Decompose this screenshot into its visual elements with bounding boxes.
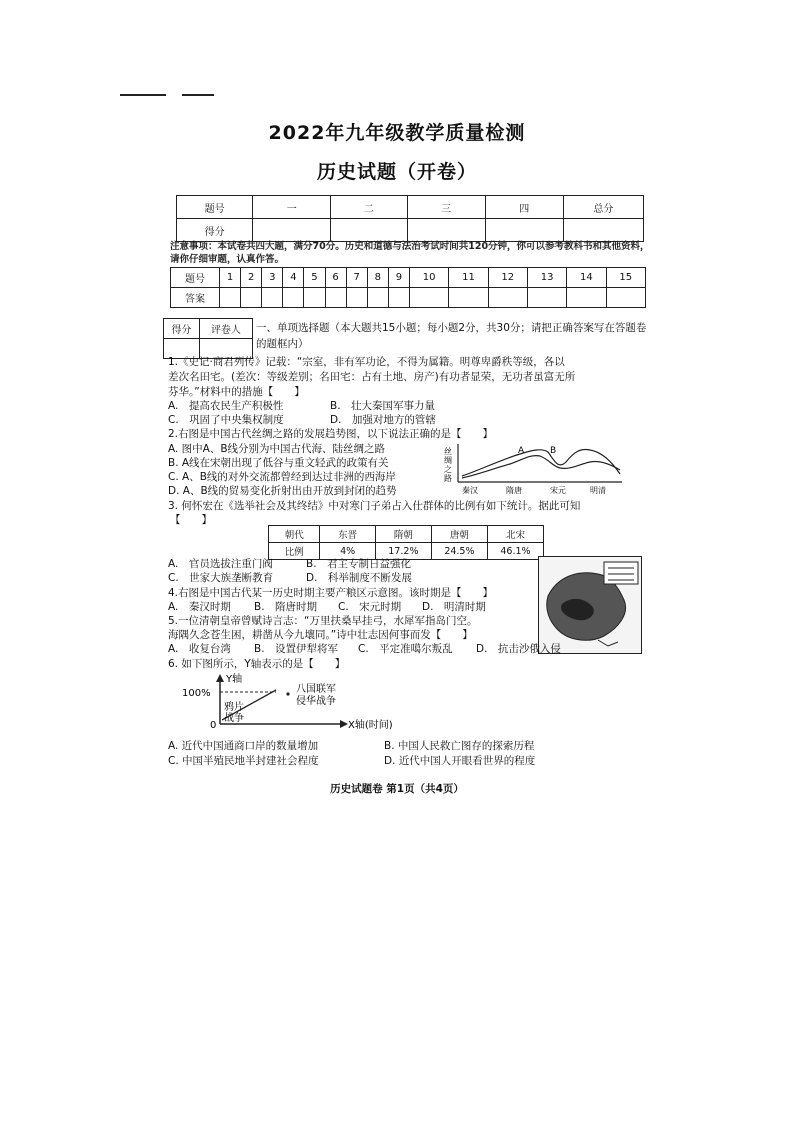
q5-option-b: B. 设置伊犁将军	[254, 643, 339, 655]
answer-number-cell: 13	[527, 268, 566, 288]
q3-option-c: C. 世家大族垄断教育	[168, 572, 274, 584]
q5-option-d: D. 抗击沙俄入侵	[476, 643, 561, 655]
q4-option-c: C. 宋元时期	[338, 601, 402, 613]
q3-table-cell: 46.1%	[487, 543, 543, 560]
chart-x-tick: 宋元	[550, 486, 566, 495]
q4-option-a: A. 秦汉时期	[168, 601, 231, 613]
q5-stem: 海隅久念苍生困，耕凿从今九壤同。”诗中壮志因何事而发【 】	[168, 629, 473, 641]
section-heading: 一、单项选择题（本大题共15小题；每小题2分，共30分；请把正确答案写在答题卷的题框内）	[256, 322, 647, 350]
q1-stem: 差次名田宅。(差次：等级差别；名田宅：占有土地、房产)有功者显荣，无功者虽富无所	[168, 371, 576, 383]
q6-option-d: D. 近代中国人开眼看世界的程度	[384, 755, 536, 767]
q6-y-tick: 100%	[182, 688, 211, 699]
answer-cell[interactable]	[488, 288, 527, 308]
answer-cell[interactable]	[409, 288, 448, 308]
answer-cell[interactable]	[304, 288, 325, 308]
answer-number-cell: 14	[567, 268, 606, 288]
answer-table-label: 题号	[171, 268, 220, 288]
page-footer: 历史试题卷 第1页（共4页）	[330, 783, 464, 795]
q3-stat-table	[268, 525, 544, 560]
chart-x-tick: 明清	[590, 486, 606, 495]
score-row-label: 得分	[177, 219, 253, 242]
answer-number-cell: 8	[367, 268, 388, 288]
answer-cell[interactable]	[283, 288, 304, 308]
chart-x-tick: 隋唐	[506, 486, 522, 495]
answer-number-cell: 11	[449, 268, 488, 288]
q6-origin: 0	[210, 720, 217, 731]
q6-end-label: 八国联军侵华战争	[296, 684, 336, 707]
q3-stem-bracket: 【 】	[170, 514, 212, 526]
q3-table-head: 朝代	[269, 526, 320, 543]
q2-option-a: A. 图中A、B线分别为中国古代海、陆丝绸之路	[168, 443, 386, 455]
q2-option-d: D. A、B线的贸易变化折射出由开放到封闭的趋势	[168, 485, 397, 497]
score-table-header: 总分	[563, 196, 643, 219]
grain-region-map	[538, 556, 642, 654]
q5-option-a: A. 收复台湾	[168, 643, 231, 655]
q4-stem: 4.右图是中国古代某一历史时期主要产粮区示意图。该时期是【 】	[168, 587, 494, 599]
q3-stem: 3. 何怀宏在《选举社会及其终结》中对寒门子弟占入仕群体的比例有如下统计。据此可知	[168, 500, 581, 512]
answer-table-label: 答案	[171, 288, 220, 308]
answer-number-cell: 4	[283, 268, 304, 288]
answer-cell[interactable]	[220, 288, 241, 308]
score-cell[interactable]	[485, 219, 563, 242]
top-rule-mark	[182, 94, 214, 96]
q1-stem: 芬华。”材料中的措施【 】	[168, 386, 305, 398]
q3-option-d: D. 科举制度不断发展	[306, 572, 412, 584]
answer-number-cell: 6	[325, 268, 346, 288]
answer-cell[interactable]	[241, 288, 262, 308]
answer-number-cell: 5	[304, 268, 325, 288]
top-rule-mark	[120, 94, 166, 96]
q6-axis-diagram	[180, 672, 450, 734]
answer-cell[interactable]	[606, 288, 645, 308]
answer-cell[interactable]	[527, 288, 566, 308]
chart-x-tick: 秦汉	[462, 486, 478, 495]
q5-stem: 5.一位清朝皇帝曾赋诗言志：“万里扶桑早挂弓，水犀军指岛门空。	[168, 615, 478, 627]
map-legend	[604, 562, 638, 584]
q1-stem: 1.《史记·商君列传》记载：“宗室，非有军功论，不得为属籍。明尊卑爵秩等级，各以	[168, 356, 565, 368]
q4-option-d: D. 明清时期	[422, 601, 486, 613]
answer-number-cell: 15	[606, 268, 645, 288]
answer-table	[170, 267, 646, 308]
chart-y-label: 丝绸之路	[444, 447, 452, 483]
grader-box	[163, 318, 253, 359]
answer-cell[interactable]	[262, 288, 283, 308]
q6-option-c: C. 中国半殖民地半封建社会程度	[168, 755, 319, 767]
q4-option-b: B. 隋唐时期	[254, 601, 318, 613]
answer-number-cell: 9	[388, 268, 409, 288]
answer-number-cell: 1	[220, 268, 241, 288]
grader-reviewer-label: 评卷人	[199, 319, 252, 339]
answer-cell[interactable]	[346, 288, 367, 308]
score-table-header: 题号	[177, 196, 253, 219]
q6-marker	[286, 692, 289, 695]
answer-cell[interactable]	[367, 288, 388, 308]
series-b-label: B	[550, 446, 557, 456]
score-table	[176, 195, 644, 242]
score-cell[interactable]	[407, 219, 485, 242]
q3-option-b: B. 君主专制日益强化	[306, 558, 412, 570]
answer-number-cell: 2	[241, 268, 262, 288]
answer-cell[interactable]	[567, 288, 606, 308]
answer-cell[interactable]	[449, 288, 488, 308]
score-cell[interactable]	[331, 219, 407, 242]
answer-number-cell: 10	[409, 268, 448, 288]
q3-table-cell: 4%	[320, 543, 375, 560]
q6-option-a: A. 近代中国通商口岸的数量增加	[168, 740, 319, 752]
score-cell[interactable]	[253, 219, 331, 242]
q2-option-b: B. A线在宋朝出现了低谷与重文轻武的政策有关	[168, 457, 389, 469]
q1-option-d: D. 加强对地方的管辖	[330, 414, 436, 426]
score-table-header: 三	[407, 196, 485, 219]
q6-option-b: B. 中国人民救亡图存的探索历程	[384, 740, 535, 752]
q1-option-a: A. 提高农民生产积极性	[168, 400, 284, 412]
q3-table-head: 隋朝	[375, 526, 431, 543]
answer-number-cell: 3	[262, 268, 283, 288]
q6-y-axis-label: Y轴	[226, 674, 243, 685]
q5-option-c: C. 平定准噶尔叛乱	[358, 643, 453, 655]
q2-stem: 2.右图是中国古代丝绸之路的发展趋势图，以下说法正确的是【 】	[168, 428, 494, 440]
q3-table-head: 北宋	[487, 526, 543, 543]
q3-table-head: 唐朝	[431, 526, 487, 543]
answer-cell[interactable]	[388, 288, 409, 308]
q3-option-a: A. 官员选拔注重门阀	[168, 558, 273, 570]
notice-text: 注意事项：本试卷共四大题，满分70分。历史和道德与法治考试时间共120分钟，你可以参考教科书和其他资料，请你仔细审题，认真作答。	[170, 241, 650, 265]
q6-x-arrow	[340, 720, 348, 728]
q2-option-c: C. A、B线的对外交流都曾经到达过非洲的西海岸	[168, 471, 396, 483]
score-table-header: 一	[253, 196, 331, 219]
q6-stem: 6. 如下图所示，Y轴表示的是【 】	[168, 658, 346, 670]
q1-option-c: C. 巩固了中央集权制度	[168, 414, 284, 426]
grader-score-label: 得分	[164, 319, 200, 339]
q1-option-b: B. 壮大秦国军事力量	[330, 400, 436, 412]
q3-table-cell: 17.2%	[375, 543, 431, 560]
exam-subtitle: 历史试题（开卷）	[316, 161, 477, 183]
q6-start-label: 鸦片战争	[224, 702, 244, 724]
exam-title: 2022年九年级教学质量检测	[268, 122, 526, 144]
score-cell[interactable]	[563, 219, 643, 242]
q3-table-cell: 24.5%	[431, 543, 487, 560]
q6-x-axis-label: X轴(时间)	[348, 720, 393, 731]
answer-number-cell: 7	[346, 268, 367, 288]
silk-road-trend-chart	[440, 440, 625, 496]
score-table-header: 二	[331, 196, 407, 219]
score-table-header: 四	[485, 196, 563, 219]
q3-table-cell: 比例	[269, 543, 320, 560]
answer-number-cell: 12	[488, 268, 527, 288]
q6-y-arrow	[216, 674, 224, 682]
answer-cell[interactable]	[325, 288, 346, 308]
series-a-label: A	[518, 446, 525, 456]
q3-table-head: 东晋	[320, 526, 375, 543]
